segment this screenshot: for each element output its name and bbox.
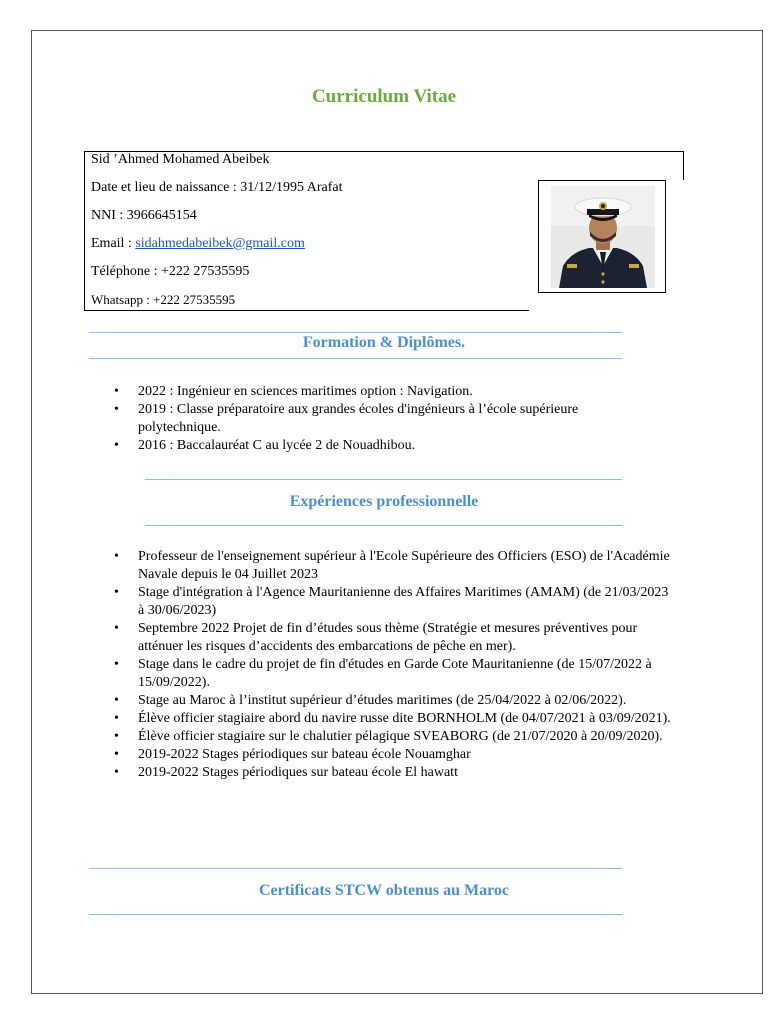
formation-rule-bottom — [89, 358, 622, 359]
experience-item: • Élève officier stagiaire abord du navire russe dite BORNHOLM (de 04/07/2021 à 03/09/2021). — [84, 710, 674, 728]
experience-item: • Élève officier stagiaire sur le chalutier pélagique SVEABORG (de 21/07/2020 à 20/09/2020). — [84, 728, 674, 746]
experience-item: • 2019-2022 Stages périodiques sur bateau école El hawatt — [84, 764, 674, 782]
identity-box-left-border — [84, 151, 85, 311]
officer-portrait-icon — [551, 186, 655, 288]
experience-item: • 2019-2022 Stages périodiques sur bateau école Nouamghar — [84, 746, 674, 764]
birth-info: Date et lieu de naissance : 31/12/1995 Arafat — [91, 180, 343, 195]
certificats-rule-bottom — [89, 914, 622, 915]
experience-item: • Stage au Maroc à l’institut supérieur d’études maritimes (de 25/04/2022 à 02/06/2022). — [84, 692, 674, 710]
identity-box-right-border — [683, 151, 684, 180]
identity-box-bottom-border — [84, 310, 529, 311]
experience-item: • Septembre 2022 Projet de fin d’études sous thème (Stratégie et mesures préventives pour atténuer les risques d’accidents des embarcations de pêche en mer). — [84, 620, 674, 656]
phone-number: Téléphone : +222 27535595 — [91, 264, 250, 279]
certificats-title: Certificats STCW obtenus au Maroc — [258, 882, 510, 899]
profile-photo — [551, 186, 655, 288]
experience-item: • Professeur de l'enseignement supérieur à l'Ecole Supérieure des Officiers (ESO) de l'Académie Navale depuis le 04 Juillet 2023 — [84, 548, 674, 584]
experience-item: • Stage dans le cadre du projet de fin d'études en Garde Cote Mauritanienne (de 15/07/2022 à 15/09/2022). — [84, 656, 674, 692]
email-label: Email : — [91, 236, 136, 251]
email-link[interactable]: sidahmedabeibek@gmail.com — [135, 236, 305, 251]
experiences-rule-bottom — [145, 525, 622, 526]
email-line — [91, 236, 305, 252]
formation-list — [84, 383, 664, 455]
experiences-title: Expériences professionnelle — [289, 493, 479, 510]
certificats-rule-top — [89, 868, 622, 869]
formation-item: • 2019 : Classe préparatoire aux grandes écoles d'ingénieurs à l’école supérieure polytechnique. — [84, 401, 664, 437]
formation-item: • 2022 : Ingénieur en sciences maritimes option : Navigation. — [84, 383, 664, 401]
experiences-list — [84, 548, 674, 782]
experience-item: • Stage d'intégration à l'Agence Mauritanienne des Affaires Maritimes (AMAM) (de 21/03/2023 à 30/06/2023) — [84, 584, 674, 620]
experiences-rule-top — [145, 479, 622, 480]
nni-number: NNI : 3966645154 — [91, 208, 197, 223]
full-name: Sid ’Ahmed Mohamed Abeibek — [91, 152, 270, 167]
formation-rule-top — [89, 332, 622, 333]
formation-title: Formation & Diplômes. — [302, 334, 466, 351]
profile-photo-frame — [538, 180, 666, 293]
whatsapp-number: Whatsapp : +222 27535595 — [91, 292, 236, 307]
cv-title: Curriculum Vitae — [311, 86, 457, 107]
formation-item: • 2016 : Baccalauréat C au lycée 2 de Nouadhibou. — [84, 437, 664, 455]
